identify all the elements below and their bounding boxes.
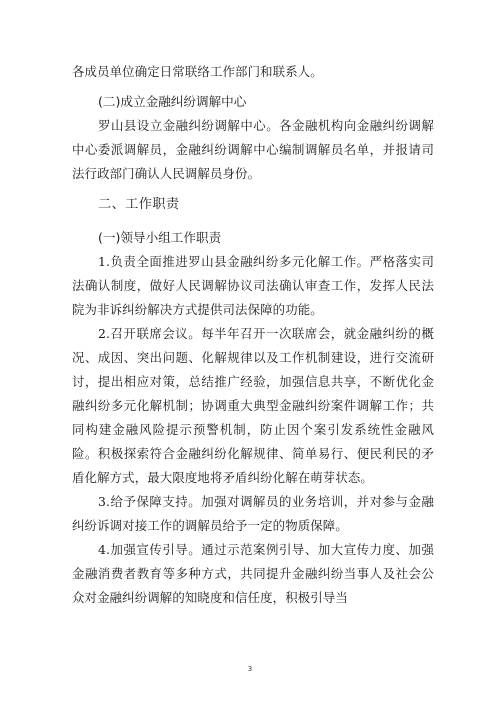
- paragraph-duty-2: 2.召开联席会议。每半年召开一次联席会，就金融纠纷的概况、成因、突出问题、化解规律以及工作机制建设，进行交流研讨，提出相应对策，总结推广经验，加强信息共享，不断优化金融纠纷多元化解机制；协调重大典型金融纠纷案件调解工作；共同构建金融风险提示预警机制，防止因个案引发系统性金融风险。积极探索符合金融纠纷化解规律、简单易行、便民利民的矛盾化解方式，最大限度地将矛盾纠纷化解在萌芽状态。: [72, 326, 434, 485]
- paragraph-mediation-center: 罗山县设立金融纠纷调解中心。各金融机构向金融纠纷调解中心委派调解员，金融纠纷调解中心编制调解员名单，并报请司法行政部门确认人民调解员身份。: [72, 118, 434, 181]
- paragraph-duty-4: 4.加强宣传引导。通过示范案例引导、加大宣传力度、加强金融消费者教育等多种方式，共同提升金融纠纷当事人及社会公众对金融纠纷调解的知晓度和信任度，积极引导当: [72, 542, 434, 605]
- paragraph-continuation: 各成员单位确定日常联络工作部门和联系人。: [72, 64, 323, 79]
- section-heading-duties: 二、工作职责: [98, 197, 180, 212]
- subheading-leading-group-duties: (一)领导小组工作职责: [98, 230, 222, 245]
- paragraph-duty-1: 1.负责全面推进罗山县金融纠纷多元化解工作。严格落实司法确认制度，做好人民调解协议司法确认审查工作，发挥人民法院为非诉纠纷解决方式提供司法保障的功能。: [72, 254, 434, 317]
- subheading-mediation-center: (二)成立金融纠纷调解中心: [98, 94, 247, 109]
- paragraph-duty-3: 3.给予保障支持。加强对调解员的业务培训，并对参与金融纠纷诉调对接工作的调解员给予一定的物质保障。: [72, 494, 434, 533]
- page-content: [72, 60, 434, 610]
- page-number: 3: [247, 665, 253, 673]
